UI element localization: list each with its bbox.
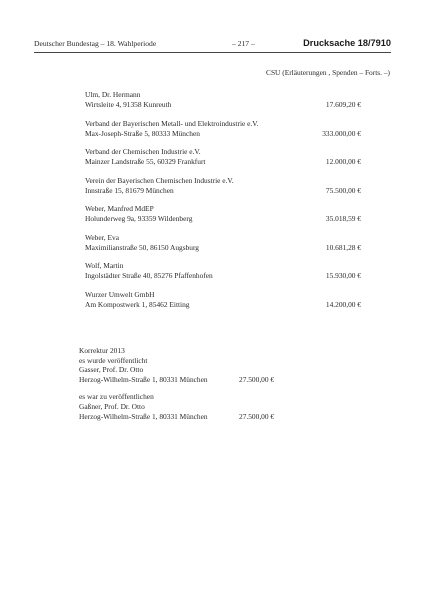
correction-title: Korrektur 2013 [79,346,125,355]
list-item [85,176,361,196]
donor-name: Verband der Chemischen Industrie e.V. [85,147,201,156]
donor-name: Ulm, Dr. Hermann [85,90,141,99]
published-amount: 27.500,00 € [239,374,275,384]
donor-address: Ingolstädter Straße 40, 85276 Pfaffenhofen [85,271,213,280]
donor-address: Am Kompostwerk 1, 85462 Eitting [85,299,190,309]
donor-address: Max-Joseph-Straße 5, 80333 München [85,128,200,138]
page-number: – 217 – [232,39,255,48]
donation-amount: 75.500,00 € [325,185,361,195]
document-number [303,37,391,49]
correct-name: Gaßner, Prof. Dr. Otto [79,401,145,411]
donor-address: Mainzer Landstraße 55, 60329 Frankfurt [85,157,206,166]
donation-amount: 17.609,20 € [325,100,361,109]
document-number-label: Drucksache 18/ [303,38,371,48]
correct-label: es war zu veröffentlichen [79,392,154,402]
list-item [85,290,361,310]
correct-amount: 27.500,00 € [239,411,275,421]
published-row [79,375,299,385]
list-item [85,147,361,167]
list-item [85,233,361,253]
donation-amount: 15.930,00 € [325,271,361,280]
donor-name: Wolf, Martin [85,261,124,270]
donor-name: Weber, Eva [85,232,119,242]
list-item [85,119,361,139]
donor-name: Weber, Manfred MdEP [85,204,154,213]
page-header [34,38,391,50]
header-rule [34,52,391,53]
published-address: Herzog-Wilhelm-Straße 1, 80331 München [79,374,208,384]
donation-amount: 35.018,59 € [325,214,361,223]
list-item [85,90,361,110]
donor-address: Holunderweg 9a, 93359 Wildenberg [85,214,193,223]
donation-amount: 333.000,00 € [322,128,361,138]
donation-amount: 14.200,00 € [325,299,361,309]
donor-address: Innstraße 15, 81679 München [85,185,174,195]
donor-name: Wurzer Umwelt GmbH [85,289,155,299]
donation-amount: 12.000,00 € [325,157,361,166]
donor-name: Verband der Bayerischen Metall- und Elektroindustrie e.V. [85,118,259,128]
correct-address: Herzog-Wilhelm-Straße 1, 80331 München [79,411,208,421]
published-label: es wurde veröffentlicht [79,355,148,365]
donor-address: Maximilianstraße 50, 86150 Augsburg [85,242,199,252]
published-name: Gasser, Prof. Dr. Otto [79,365,144,375]
list-item [85,204,361,224]
correct-row [79,412,299,422]
document-number-value: 7910 [370,38,391,48]
donor-name: Verein der Bayerischen Chemischen Industrie e.V. [85,175,234,185]
correction-block [79,346,299,421]
list-item [85,261,361,281]
donation-amount: 10.681,28 € [325,242,361,252]
section-label: CSU (Erläuterungen , Spenden – Forts. –) [266,68,390,77]
publisher-label: Deutscher Bundestag – 18. Wahlperiode [34,39,157,48]
donor-address: Wirtsleite 4, 91358 Kunreuth [85,100,172,109]
